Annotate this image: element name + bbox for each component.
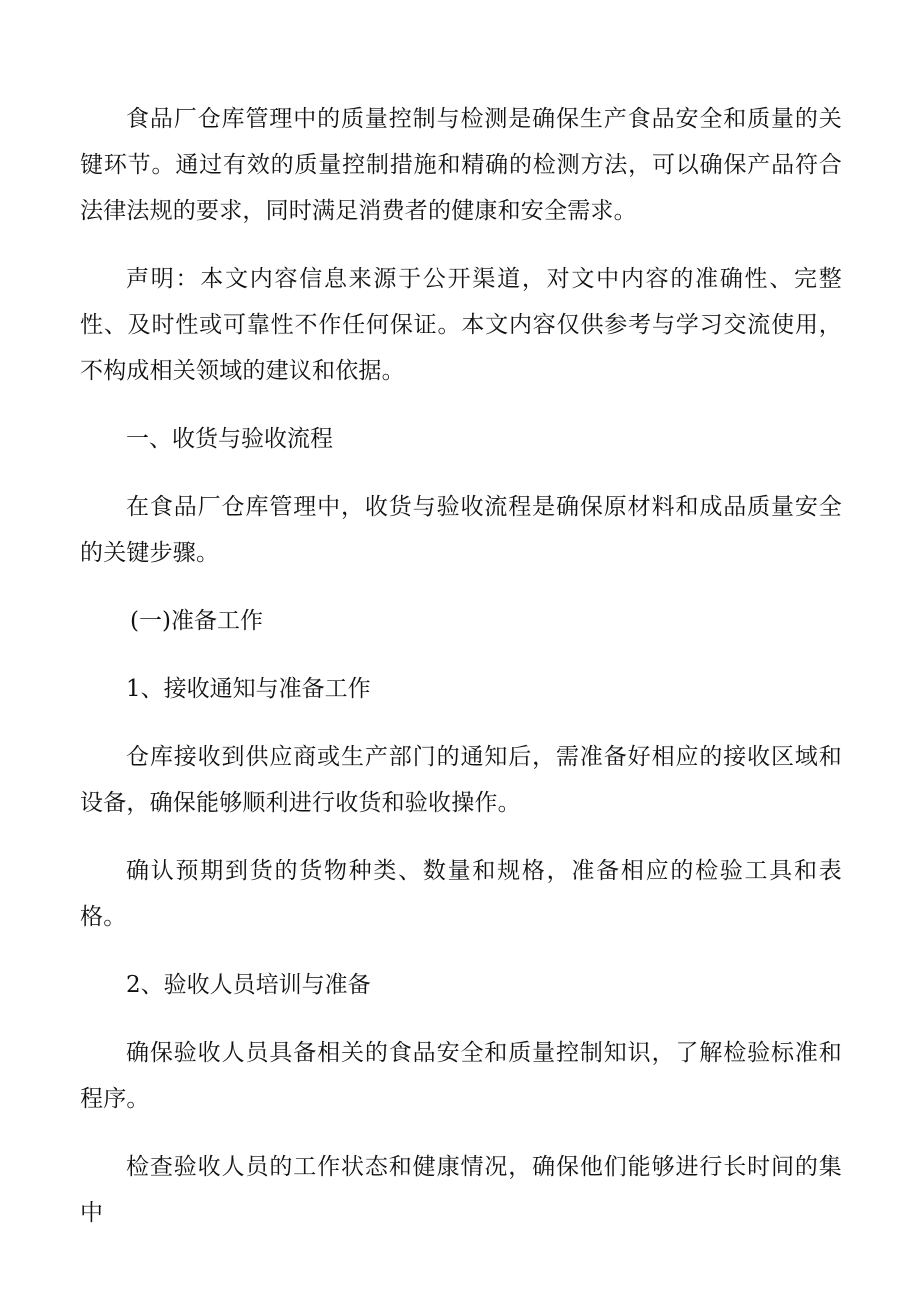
item1-paragraph-1: 仓库接收到供应商或生产部门的通知后，需准备好相应的接收区域和设备，确保能够顺利进行收货和验收操作。 [80,744,842,816]
item2-paragraph-1: 确保验收人员具备相关的食品安全和质量控制知识，了解检验标准和程序。 [80,1040,842,1112]
item2-paragraph-2: 检查验收人员的工作状态和健康情况，确保他们能够进行长时间的集中 [80,1154,842,1226]
item-heading-1: 1、接收通知与准备工作 [126,676,371,702]
subsection-heading: (一)准备工作 [130,608,263,634]
disclaimer-paragraph: 声明：本文内容信息来源于公开渠道，对文中内容的准确性、完整性、及时性或可靠性不作任何保证。本文内容仅供参考与学习交流使用，不构成相关领域的建议和依据。 [80,266,842,384]
intro-paragraph: 食品厂仓库管理中的质量控制与检测是确保生产食品安全和质量的关键环节。通过有效的质量控制措施和精确的检测方法，可以确保产品符合法律法规的要求，同时满足消费者的健康和安全需求。 [80,106,842,224]
item-heading-2: 2、验收人员培训与准备 [126,972,371,998]
section-heading: 一、收货与验收流程 [126,426,333,452]
item1-paragraph-2: 确认预期到货的货物种类、数量和规格，准备相应的检验工具和表格。 [80,858,842,930]
section-intro-paragraph: 在食品厂仓库管理中，收货与验收流程是确保原材料和成品质量安全的关键步骤。 [80,494,842,566]
document-body [80,96,842,1258]
